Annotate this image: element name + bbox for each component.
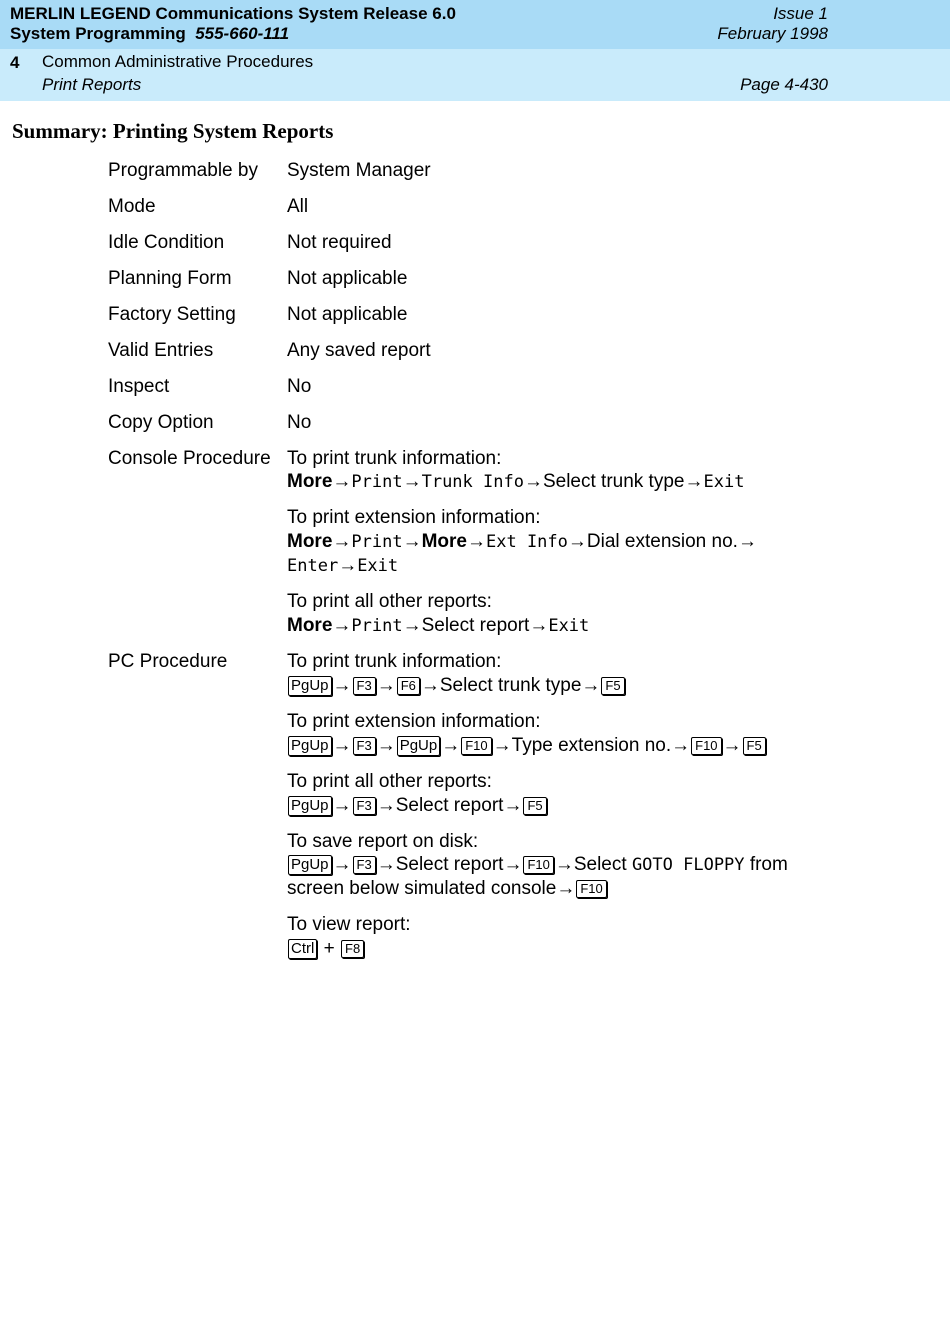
pgup-key: PgUp [288, 736, 332, 756]
arrow-icon: → [556, 878, 576, 899]
f3-key: F3 [353, 797, 376, 815]
property-label: Planning Form [108, 268, 232, 289]
f10-key: F10 [461, 737, 491, 755]
pc-procedure-label: PC Procedure [108, 651, 228, 672]
property-value: Any saved report [287, 340, 431, 361]
exit-key: Exit [703, 472, 745, 492]
f10-key: F10 [691, 737, 721, 755]
chapter-title: Common Administrative Procedures [42, 52, 314, 71]
arrow-icon: → [332, 675, 352, 696]
property-value: No [287, 376, 312, 397]
arrow-icon: → [338, 555, 358, 576]
print-key: Print [351, 616, 403, 636]
f3-key: F3 [353, 856, 376, 874]
arrow-icon: → [332, 531, 352, 552]
ext-info-key: Ext Info [486, 532, 568, 552]
property-value: All [287, 196, 309, 217]
pc-other-steps [287, 794, 548, 818]
f10-key: F10 [576, 880, 606, 898]
pc-view-intro: To view report: [287, 914, 411, 935]
property-label: Copy Option [108, 412, 214, 433]
property-value: System Manager [287, 160, 431, 181]
arrow-icon: → [492, 735, 512, 756]
type-extension-step: Type extension no. [511, 735, 672, 756]
arrow-icon: → [503, 854, 523, 875]
select-report-step: Select report [395, 795, 504, 816]
select-report-step: Select report [395, 854, 504, 875]
goto-floppy-option: GOTO FLOPPY [631, 855, 745, 875]
pgup-key: PgUp [288, 676, 332, 696]
issue-label: Issue 1 [773, 4, 828, 23]
more-key: More [287, 531, 333, 552]
from-word: from [749, 854, 788, 875]
property-value: Not required [287, 232, 392, 253]
f10-key: F10 [523, 856, 553, 874]
select-word: Select [573, 854, 627, 875]
property-value: Not applicable [287, 268, 408, 289]
arrow-icon: → [684, 471, 704, 492]
arrow-icon: → [503, 795, 523, 816]
arrow-icon: → [581, 675, 601, 696]
arrow-icon: → [332, 795, 352, 816]
arrow-icon: → [376, 795, 396, 816]
section-title: Print Reports [42, 75, 142, 94]
more-key: More [421, 531, 467, 552]
ctrl-key: Ctrl [288, 939, 317, 959]
doc-number: 555-660-111 [195, 24, 290, 43]
property-label: Programmable by [108, 160, 258, 181]
arrow-icon: → [737, 531, 757, 552]
pc-save-steps-cont [287, 877, 608, 901]
chapter-header [0, 49, 950, 101]
pgup-key: PgUp [288, 796, 332, 816]
property-label: Valid Entries [108, 340, 214, 361]
print-key: Print [351, 472, 403, 492]
dial-extension-step: Dial extension no. [586, 531, 738, 552]
pc-other-intro: To print all other reports: [287, 771, 492, 792]
f5-key: F5 [523, 797, 546, 815]
arrow-icon: → [529, 615, 549, 636]
console-ext-intro: To print extension information: [287, 507, 541, 528]
pc-view-steps [287, 937, 365, 961]
screen-below-step: screen below simulated console [287, 878, 557, 899]
arrow-icon: → [376, 675, 396, 696]
select-trunk-type-step: Select trunk type [439, 675, 582, 696]
arrow-icon: → [402, 531, 422, 552]
pgup-key: PgUp [397, 736, 441, 756]
property-label: Inspect [108, 376, 170, 397]
console-procedure-label: Console Procedure [108, 448, 271, 469]
console-other-steps [287, 614, 589, 638]
arrow-icon: → [467, 531, 486, 552]
arrow-icon: → [376, 854, 396, 875]
guide-title: System Programming 555-660-111 [10, 24, 290, 43]
header-date: February 1998 [717, 24, 828, 43]
exit-key: Exit [548, 616, 590, 636]
chapter-number: 4 [10, 53, 20, 72]
f8-key: F8 [341, 940, 364, 958]
pc-ext-steps [287, 734, 767, 758]
property-label: Idle Condition [108, 232, 225, 253]
product-title: MERLIN LEGEND Communications System Release 6.0 [10, 4, 456, 23]
arrow-icon: → [554, 854, 574, 875]
print-key: Print [351, 532, 403, 552]
f5-key: F5 [743, 737, 766, 755]
console-ext-steps [287, 530, 757, 554]
pgup-key: PgUp [288, 855, 332, 875]
arrow-icon: → [671, 735, 691, 756]
property-value: No [287, 412, 312, 433]
pc-trunk-intro: To print trunk information: [287, 651, 502, 672]
f6-key: F6 [397, 677, 420, 695]
enter-key: Enter [287, 556, 339, 576]
f5-key: F5 [601, 677, 624, 695]
arrow-icon: → [332, 735, 352, 756]
arrow-icon: → [376, 735, 396, 756]
select-trunk-type-step: Select trunk type [542, 471, 685, 492]
plus-sign: + [323, 938, 335, 959]
f3-key: F3 [353, 737, 376, 755]
more-key: More [287, 615, 333, 636]
select-report-step: Select report [421, 615, 530, 636]
f3-key: F3 [353, 677, 376, 695]
exit-key: Exit [357, 556, 399, 576]
page-number: Page 4-430 [740, 75, 828, 94]
summary-heading: Summary: Printing System Reports [12, 119, 334, 143]
arrow-icon: → [567, 531, 587, 552]
arrow-icon: → [332, 471, 352, 492]
arrow-icon: → [420, 675, 440, 696]
arrow-icon: → [332, 615, 352, 636]
arrow-icon: → [402, 615, 422, 636]
console-other-intro: To print all other reports: [287, 591, 492, 612]
pc-save-intro: To save report on disk: [287, 831, 479, 852]
arrow-icon: → [523, 471, 543, 492]
pc-ext-intro: To print extension information: [287, 711, 541, 732]
property-label: Mode [108, 196, 156, 217]
property-value: Not applicable [287, 304, 408, 325]
pc-save-steps [287, 853, 788, 877]
property-label: Factory Setting [108, 304, 236, 325]
pc-trunk-steps [287, 674, 626, 698]
console-trunk-intro: To print trunk information: [287, 448, 502, 469]
arrow-icon: → [402, 471, 422, 492]
running-header [0, 0, 950, 49]
more-key: More [287, 471, 333, 492]
console-ext-steps-cont [287, 554, 398, 578]
trunk-info-key: Trunk Info [421, 472, 524, 492]
console-trunk-steps [287, 470, 744, 494]
arrow-icon: → [722, 735, 742, 756]
arrow-icon: → [441, 735, 461, 756]
arrow-icon: → [332, 854, 352, 875]
